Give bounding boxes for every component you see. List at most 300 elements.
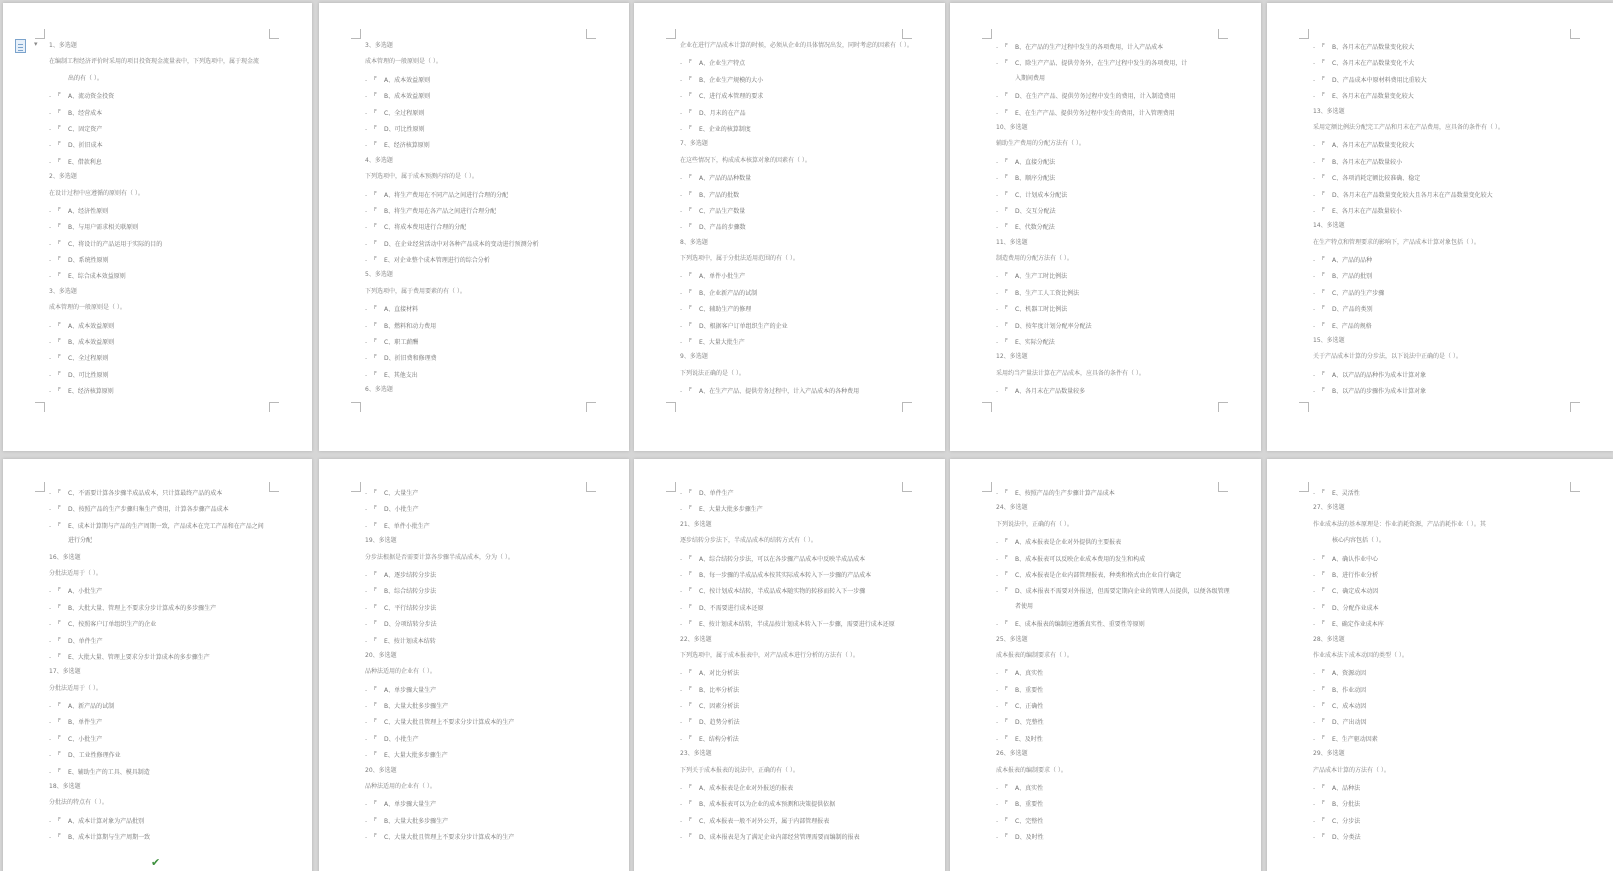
list-bullet: - [1313, 76, 1316, 84]
option-marker: F [1005, 43, 1008, 49]
answer-option [996, 566, 1241, 582]
line-text: 14、多选题 [1313, 222, 1345, 230]
answer-option [996, 186, 1241, 202]
answer-option [996, 382, 1241, 398]
option-marker: F [689, 305, 692, 312]
option-marker: F [1005, 570, 1008, 577]
line-text: A、将生产费用在不同产品之间进行合理的分配 [384, 191, 509, 199]
line-text: E、经济核算原则 [384, 142, 430, 150]
list-bullet: - [365, 109, 368, 117]
line-text: C、除生产产品、提供劳务外，在生产过程中发生的各项费用，计 [1015, 60, 1188, 68]
option-marker: F [58, 124, 61, 131]
document-page[interactable] [634, 459, 945, 871]
option-marker: F [58, 620, 61, 627]
line-text: B、以产品的步骤作为成本计算对象 [1332, 388, 1427, 396]
answer-option [365, 599, 609, 615]
line-text: A、直接分配法 [1015, 158, 1056, 166]
answer-option [680, 779, 925, 795]
option-marker: F [374, 587, 377, 594]
option-marker: F [1322, 603, 1325, 610]
line-text: 分批法适用于（ ）。 [49, 569, 102, 577]
list-bullet: - [680, 555, 683, 563]
document-icon[interactable] [15, 39, 26, 53]
list-bullet: - [365, 257, 368, 265]
option-marker: F [1005, 92, 1008, 99]
line-text: A、单步骤大量生产 [384, 686, 437, 694]
option-marker: F [374, 223, 377, 230]
answer-option [49, 104, 292, 120]
answer-option [996, 795, 1241, 811]
answer-option [365, 517, 609, 533]
answer-option [1313, 566, 1593, 582]
document-page[interactable] [3, 459, 312, 871]
line-text: A、各月末在产品数量较多 [1015, 388, 1086, 396]
answer-option [680, 218, 925, 234]
line-text: 分步法根据是否需要计算各步骤半成品成本，分为（ ）。 [365, 553, 514, 561]
answer-option [680, 382, 925, 398]
answer-option [680, 186, 925, 202]
line-text: 9、多选题 [680, 353, 708, 361]
line-text: B、燃料和动力费用 [384, 322, 437, 330]
line-text: C、按计划成本结转，半成品成本随实物的转移而转入下一步骤 [699, 588, 866, 596]
answer-option [680, 812, 925, 828]
option-marker: F [1005, 587, 1008, 594]
answer-option [1313, 550, 1593, 566]
option-marker: F [689, 92, 692, 99]
list-bullet: - [680, 719, 683, 727]
line-text: A、生产工时比例法 [1015, 273, 1068, 281]
answer-option [680, 697, 925, 713]
list-bullet: - [996, 388, 999, 396]
list-bullet: - [365, 735, 368, 743]
option-marker: F [1005, 620, 1008, 627]
answer-option [996, 730, 1241, 746]
answer-option [680, 615, 925, 631]
line-text: C、产品生产数量 [699, 207, 746, 215]
answer-option [1313, 664, 1593, 680]
option-marker: F [374, 521, 377, 528]
answer-option [1313, 202, 1593, 218]
answer-option [1313, 267, 1593, 283]
list-bullet: - [680, 703, 683, 711]
line-text: D、月末的在产品 [699, 109, 746, 117]
line-text: 采用定额比例法分配完工产品和月末在产品费用，应具备的条件有（ ）。 [1313, 123, 1504, 131]
answer-option [49, 120, 292, 136]
line-text: A、企业生产特点 [699, 60, 746, 68]
answer-option [996, 615, 1241, 631]
line-text: C、将成本费用进行合理的分配 [384, 224, 467, 232]
line-text: B、成本计算期与生产周期一致 [68, 834, 151, 842]
list-bullet: - [49, 719, 52, 727]
line-text: D、在企业经营活动中对各种产品成本的变动进行预测分析 [384, 240, 539, 248]
question-line [996, 517, 1241, 533]
line-text: 8、多选题 [680, 238, 708, 246]
page-margin-mark [902, 402, 912, 412]
question-line [49, 284, 292, 300]
line-text: D、按照产品的生产步骤归集生产费用，计算各步骤产品成本 [68, 506, 229, 514]
line-text: B、分批法 [1332, 801, 1361, 809]
question-line [365, 648, 609, 664]
question-line [365, 153, 609, 169]
question-line [49, 795, 292, 811]
answer-option [49, 333, 292, 349]
answer-option [680, 566, 925, 582]
line-text: A、成本计算对象为产品批别 [68, 817, 145, 825]
option-marker: F [374, 702, 377, 709]
line-text: 22、多选题 [680, 635, 712, 643]
list-bullet: - [365, 125, 368, 133]
answer-option [49, 763, 292, 779]
line-text: B、比率分析法 [699, 686, 740, 694]
answer-option [365, 300, 609, 316]
option-marker: F [1322, 685, 1325, 692]
document-page[interactable] [319, 3, 629, 451]
answer-option [1313, 38, 1593, 54]
list-bullet: - [49, 142, 52, 150]
answer-option [680, 267, 925, 283]
question-line [996, 648, 1241, 664]
list-bullet: - [49, 817, 52, 825]
answer-option [365, 186, 609, 202]
answer-option [1313, 366, 1593, 382]
list-bullet: - [365, 339, 368, 347]
page-margin-mark [269, 402, 279, 412]
list-bullet: - [365, 817, 368, 825]
question-line [49, 38, 292, 54]
question-line [49, 566, 292, 582]
option-marker: F [58, 141, 61, 148]
list-bullet: - [365, 191, 368, 199]
answer-option [365, 484, 609, 500]
list-bullet: - [996, 571, 999, 579]
document-page[interactable] [950, 3, 1261, 451]
answer-option [680, 681, 925, 697]
option-marker: F [1322, 718, 1325, 725]
answer-option [365, 317, 609, 333]
option-marker: F [374, 370, 377, 377]
answer-option [365, 566, 609, 582]
answer-option [365, 713, 609, 729]
answer-option [680, 300, 925, 316]
list-bullet: - [996, 224, 999, 232]
line-text: B、企业新产品的试制 [699, 289, 758, 297]
page-margin-mark [982, 482, 992, 492]
line-text: 25、多选题 [996, 635, 1028, 643]
line-text: B、成本效益原则 [68, 339, 115, 347]
line-text: 20、多选题 [365, 766, 397, 774]
option-marker: F [689, 489, 692, 495]
list-bullet: - [365, 719, 368, 727]
answer-option [996, 333, 1241, 349]
answer-option [365, 681, 609, 697]
list-bullet: - [365, 506, 368, 514]
answer-option [49, 828, 292, 844]
list-bullet: - [996, 207, 999, 215]
answer-option [1313, 730, 1593, 746]
answer-option [680, 71, 925, 87]
option-marker: F [689, 108, 692, 115]
answer-option [996, 87, 1241, 103]
list-bullet: - [49, 224, 52, 232]
page-margin-mark [35, 482, 45, 492]
line-text: 19、多选题 [365, 537, 397, 545]
question-line [680, 746, 925, 762]
line-text: B、生产工人工资比例法 [1015, 289, 1080, 297]
line-text: 出的有（ ）。 [68, 74, 103, 82]
page-margin-mark [351, 29, 361, 39]
line-text: 制造费用的分配方法有（ ）。 [996, 255, 1073, 263]
answer-option [365, 235, 609, 251]
list-bullet: - [680, 604, 683, 612]
line-text: C、进行成本管理的要求 [699, 93, 764, 101]
answer-option [996, 169, 1241, 185]
option-marker: F [1322, 272, 1325, 279]
question-line [1313, 120, 1593, 136]
option-marker: F [689, 387, 692, 394]
question-line [680, 235, 925, 251]
question-line [680, 349, 925, 365]
line-text: 作业成本法的基本原理是：作业消耗资源，产品消耗作业（ ）。其 [1313, 520, 1486, 528]
list-bullet: - [365, 834, 368, 842]
answer-option [365, 746, 609, 762]
list-bullet: - [680, 339, 683, 347]
question-line [996, 71, 1241, 87]
page-margin-mark [1218, 402, 1228, 412]
answer-option [996, 713, 1241, 729]
option-marker: F [374, 685, 377, 692]
question-line [996, 763, 1241, 779]
answer-option [1313, 582, 1593, 598]
list-bullet: - [49, 735, 52, 743]
line-text: D、产品的类别 [1332, 306, 1373, 314]
option-marker: F [1322, 141, 1325, 148]
answer-option [365, 333, 609, 349]
list-bullet: - [49, 273, 52, 281]
answer-option [49, 484, 292, 500]
answer-option [680, 484, 925, 500]
line-text: D、小批生产 [384, 735, 419, 743]
answer-option [1313, 153, 1593, 169]
line-text: 23、多选题 [680, 750, 712, 758]
line-text: E、其他支出 [384, 371, 418, 379]
option-marker: F [374, 603, 377, 610]
line-text: 成本报表的编制要求有（ ）。 [996, 651, 1073, 659]
answer-option [996, 484, 1241, 500]
line-text: A、小批生产 [68, 588, 103, 596]
answer-option [680, 317, 925, 333]
answer-option [365, 349, 609, 365]
option-marker: F [1005, 305, 1008, 312]
option-marker: F [1322, 75, 1325, 82]
line-text: D、单件生产 [699, 490, 734, 497]
option-marker: F [689, 833, 692, 840]
page-margin-mark [1299, 482, 1309, 492]
question-line [49, 664, 292, 680]
answer-option [49, 713, 292, 729]
option-marker: F [1322, 833, 1325, 840]
list-bullet: - [680, 289, 683, 297]
answer-option [680, 120, 925, 136]
document-page[interactable] [3, 3, 312, 451]
line-text: 下列选项中，属于分批法适用范围的有（ ）。 [680, 255, 799, 263]
list-bullet: - [49, 109, 52, 117]
option-marker: F [58, 702, 61, 709]
list-bullet: - [49, 653, 52, 661]
option-marker: F [374, 734, 377, 741]
line-text: 16、多选题 [49, 553, 81, 561]
line-text: C、按照客户订单组织生产的企业 [68, 621, 157, 629]
answer-option [680, 599, 925, 615]
line-text: B、进行作业分析 [1332, 571, 1379, 579]
option-marker: F [1005, 387, 1008, 394]
line-text: 下列说法正确的是（ ）。 [680, 369, 745, 377]
page-content [1313, 38, 1593, 399]
question-line [365, 382, 609, 398]
line-text: E、按计划成本结转 [384, 637, 436, 645]
page-margin-mark [586, 402, 596, 412]
document-page[interactable] [1267, 459, 1613, 871]
question-line [49, 681, 292, 697]
answer-option [49, 632, 292, 648]
line-text: B、每一步骤的半成品成本按其实际成本转入下一步骤的产品成本 [699, 571, 872, 579]
question-line [365, 779, 609, 795]
page-margin-mark [35, 402, 45, 412]
list-bullet: - [680, 322, 683, 330]
answer-option [996, 267, 1241, 283]
line-text: D、单件生产 [68, 637, 103, 645]
page-margin-mark [666, 402, 676, 412]
line-text: A、流动资金投资 [68, 93, 115, 101]
document-page[interactable] [319, 459, 629, 871]
answer-option [365, 104, 609, 120]
line-text: B、企业生产规模的大小 [699, 76, 764, 84]
list-bullet: - [365, 93, 368, 101]
option-marker: F [58, 239, 61, 246]
answer-option [996, 104, 1241, 120]
option-marker: F [58, 505, 61, 512]
option-marker: F [58, 92, 61, 99]
line-text: B、综合结转分步法 [384, 588, 437, 596]
line-text: 11、多选题 [996, 238, 1028, 246]
option-marker: F [1005, 669, 1008, 676]
option-marker: F [58, 489, 61, 495]
list-bullet: - [1313, 388, 1316, 396]
option-marker: F [1005, 288, 1008, 295]
list-bullet: - [365, 371, 368, 379]
list-bullet: - [1313, 93, 1316, 101]
list-bullet: - [680, 207, 683, 215]
option-marker: F [1322, 190, 1325, 197]
option-marker: F [58, 521, 61, 528]
list-bullet: - [1313, 571, 1316, 579]
list-bullet: - [1313, 604, 1316, 612]
list-bullet: - [49, 752, 52, 760]
question-line [996, 500, 1241, 516]
question-line [996, 235, 1241, 251]
list-bullet: - [365, 490, 368, 497]
question-line [680, 648, 925, 664]
question-line [1313, 533, 1593, 549]
option-marker: F [58, 206, 61, 213]
answer-option [680, 104, 925, 120]
option-marker: F [374, 570, 377, 577]
line-text: E、实际分配法 [1015, 339, 1055, 347]
chevron-down-icon[interactable]: ▾ [34, 40, 38, 48]
document-page[interactable] [1267, 3, 1613, 451]
option-marker: F [1005, 321, 1008, 328]
option-marker: F [58, 338, 61, 345]
list-bullet: - [365, 571, 368, 579]
line-text: E、大批大量、管理上要求分步计算成本的多步骤生产 [68, 653, 210, 661]
line-text: A、新产品的试制 [68, 703, 115, 711]
answer-option [680, 54, 925, 70]
question-line [49, 186, 292, 202]
option-marker: F [689, 685, 692, 692]
document-page[interactable] [950, 459, 1261, 871]
page-margin-mark [35, 29, 45, 39]
answer-option [49, 235, 292, 251]
list-bullet: - [1313, 834, 1316, 842]
line-text: 7、多选题 [680, 140, 708, 148]
line-text: 下列选项中，属于成本预测内容的是（ ）。 [365, 173, 478, 181]
option-marker: F [689, 206, 692, 213]
list-bullet: - [365, 224, 368, 232]
answer-option [49, 251, 292, 267]
list-bullet: - [49, 703, 52, 711]
line-text: A、成本效益原则 [384, 76, 431, 84]
line-text: D、分类法 [1332, 834, 1361, 842]
line-text: 者使用 [1015, 602, 1034, 610]
answer-option [1313, 779, 1593, 795]
option-marker: F [1322, 387, 1325, 394]
list-bullet: - [1313, 670, 1316, 678]
line-text: D、可比性原则 [68, 371, 109, 379]
question-line [680, 632, 925, 648]
answer-option [49, 599, 292, 615]
list-bullet: - [996, 686, 999, 694]
page-margin-mark [982, 29, 992, 39]
list-bullet: - [680, 621, 683, 629]
option-marker: F [374, 256, 377, 263]
list-bullet: - [1313, 257, 1316, 265]
option-marker: F [58, 223, 61, 230]
question-line [996, 366, 1241, 382]
line-text: E、大量大批多步骤生产 [384, 752, 448, 760]
question-line [996, 120, 1241, 136]
answer-option [1313, 681, 1593, 697]
option-marker: F [689, 321, 692, 328]
line-text: B、产品的批数 [699, 191, 740, 199]
list-bullet: - [365, 355, 368, 363]
line-text: 在生产特点和管理要求的影响下，产品成本计算对象包括（ ）。 [1313, 238, 1480, 246]
option-marker: F [689, 587, 692, 594]
option-marker: F [1322, 554, 1325, 561]
line-text: 29、多选题 [1313, 750, 1345, 758]
list-bullet: - [365, 588, 368, 596]
list-bullet: - [1313, 801, 1316, 809]
list-bullet: - [1313, 322, 1316, 330]
option-marker: F [1322, 734, 1325, 741]
line-text: C、分步法 [1332, 817, 1361, 825]
document-page[interactable] [634, 3, 945, 451]
list-bullet: - [996, 735, 999, 743]
answer-option [49, 366, 292, 382]
question-line [365, 54, 609, 70]
option-marker: F [689, 223, 692, 230]
question-line [1313, 349, 1593, 365]
page-margin-mark [666, 482, 676, 492]
list-bullet: - [680, 306, 683, 314]
